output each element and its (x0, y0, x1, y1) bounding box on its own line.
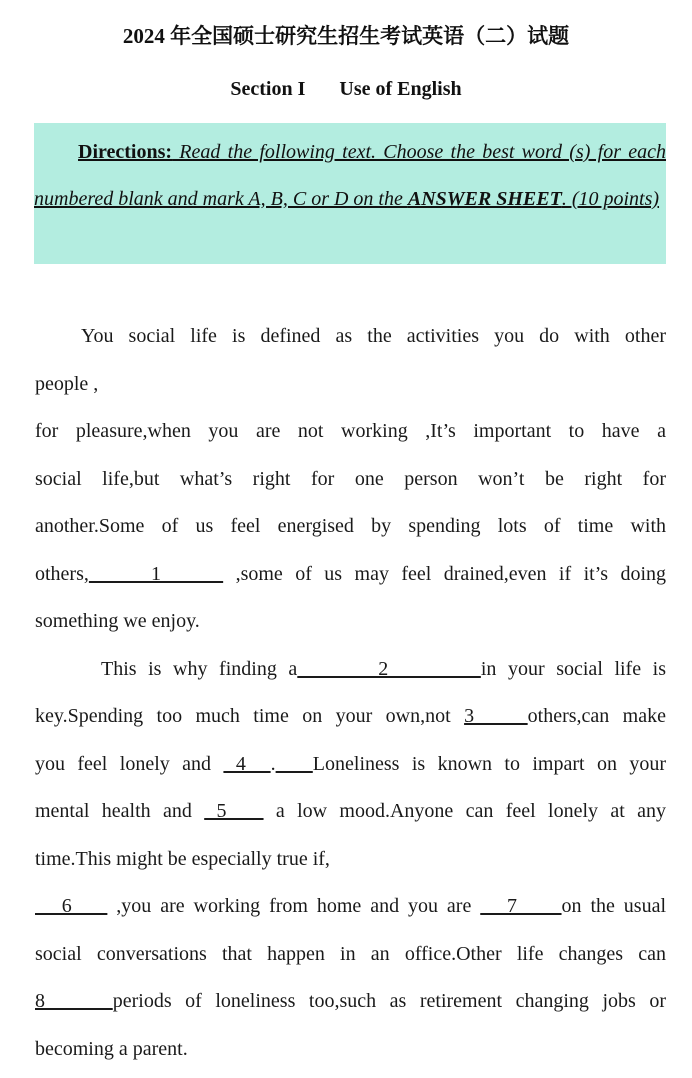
passage-text: periods of loneliness too,such as retirement changing jobs or (112, 990, 666, 1012)
directions-text (34, 141, 666, 210)
answer-sheet-emphasis: ANSWER SHEET (407, 188, 562, 210)
page-title: 2024 年全国硕士研究生招生考试英语（二）试题 (122, 24, 570, 48)
passage-line (35, 646, 666, 694)
passage-text: in your social life is (480, 657, 667, 680)
blank-6: 6 (35, 895, 108, 917)
passage-text: for pleasure,when you are not working ,It’s important to have a (35, 420, 666, 442)
blank-3: 3 (464, 705, 528, 727)
passage-text: social conversations that happen in an office.Other life changes can (35, 942, 666, 965)
directions-box (34, 123, 666, 264)
passage-line (35, 361, 666, 409)
passage-text: people , (35, 372, 99, 395)
directions-points: . (10 points) (561, 188, 660, 210)
passage-line (35, 883, 666, 931)
passage-line (35, 788, 666, 836)
passage-text: others, (35, 562, 89, 585)
passage-text: something we enjoy. (35, 610, 200, 632)
passage-text: becoming a parent. (35, 1037, 188, 1060)
passage-text: key.Spending too much time on your own,not (35, 705, 465, 727)
passage-line (35, 503, 666, 551)
passage-line (35, 978, 666, 1026)
passage-text: . (270, 752, 276, 775)
passage-text: You social life is defined as the activities you do with other (81, 325, 666, 347)
passage-text: another.Some of us feel energised by spending lots of time with (35, 515, 666, 537)
passage-text: ,some of us may feel drained,even if it’s doing (223, 562, 667, 585)
passage-text: on the usual (561, 895, 667, 917)
passage-text: you feel lonely and (35, 752, 224, 775)
section-heading (0, 78, 692, 101)
passage-text: time.This might be especially true if, (35, 847, 330, 870)
blank-2: 2 (297, 657, 481, 680)
blank-5: 5 (204, 800, 264, 822)
passage-text: This is why finding a (101, 657, 298, 680)
blank-7: 7 (480, 895, 562, 917)
directions-body: Read the following text. Choose the best word (s) for each numbered blank and mark A, B, C or D on the (34, 141, 666, 210)
blank-4-tail (276, 753, 313, 775)
passage-line (35, 693, 666, 741)
section-name: Use of English (339, 78, 462, 100)
passage-line (35, 456, 666, 504)
blank-1: 1 (88, 562, 224, 585)
passage-line (35, 551, 666, 599)
passage-text: others,can make (527, 705, 666, 727)
passage-line (35, 931, 666, 979)
blank-8: 8 (35, 990, 113, 1012)
passage-line (35, 313, 666, 361)
blank-4: 4 (223, 752, 271, 775)
passage-line (35, 1026, 666, 1074)
passage-text: ,you are working from home and you are (107, 895, 481, 917)
passage-text: Loneliness is known to impart on your (312, 752, 667, 775)
passage (35, 313, 666, 1073)
directions-label: Directions: (78, 141, 173, 163)
passage-line (35, 836, 666, 884)
passage-text: a low mood.Anyone can feel lonely at any (263, 800, 667, 822)
passage-text: social life,but what’s right for one person won’t be right for (35, 467, 666, 490)
passage-text: mental health and (35, 800, 205, 822)
passage-line (35, 598, 666, 646)
passage-line (35, 741, 666, 789)
section-number: Section I (230, 78, 306, 100)
passage-line (35, 408, 666, 456)
